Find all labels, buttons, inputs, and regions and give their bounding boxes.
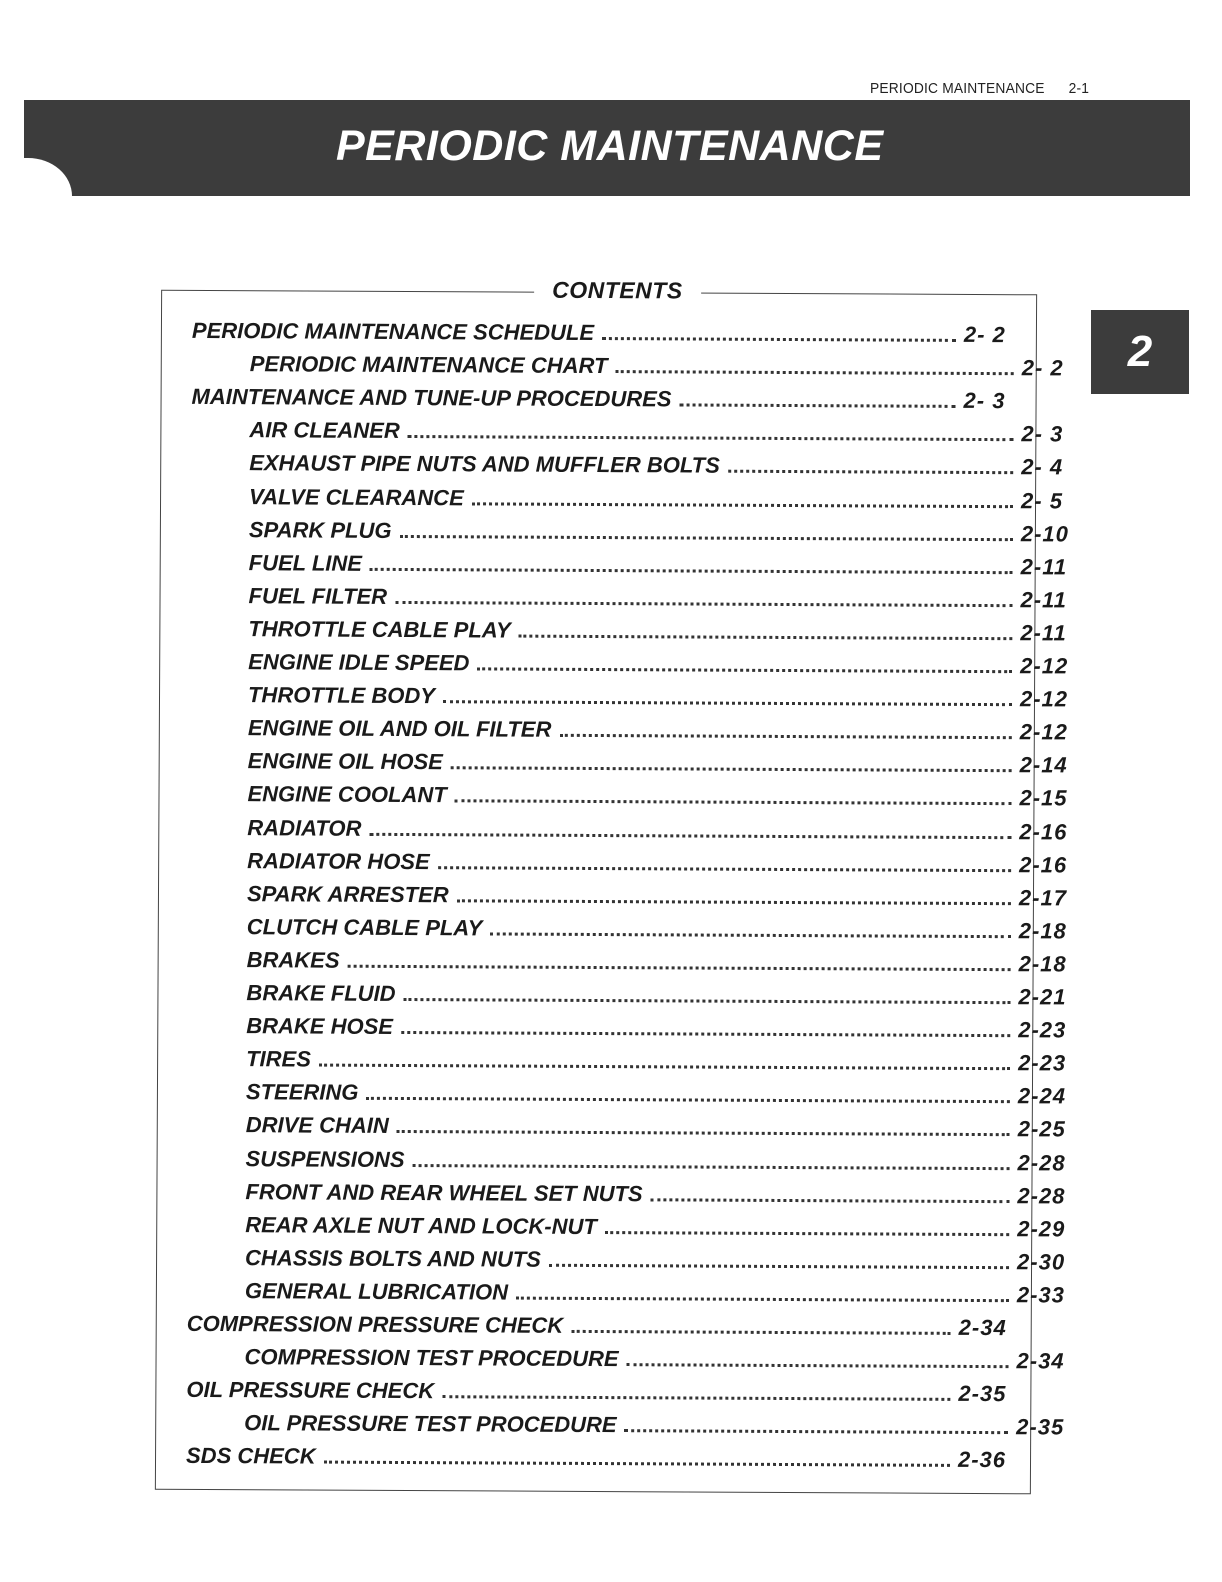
- toc-entry-label: RADIATOR: [247, 814, 362, 841]
- toc-entry-page: 2-21: [1018, 984, 1067, 1010]
- toc-entry-label: CHASSIS BOLTS AND NUTS: [245, 1244, 541, 1272]
- toc-entry-label: ENGINE IDLE SPEED: [248, 649, 470, 676]
- toc-dot-leader: [395, 600, 1012, 607]
- toc-entry-page: 2-34: [1016, 1348, 1065, 1374]
- toc-entry-label: FUEL FILTER: [248, 582, 388, 609]
- contents-list: [162, 310, 1069, 1473]
- toc-entry-label: MAINTENANCE AND TUNE-UP PROCEDURES: [191, 384, 672, 412]
- toc-entry-page: 2-28: [1017, 1182, 1066, 1209]
- toc-entry-page: 2-34: [958, 1314, 1007, 1341]
- toc-entry-label: OIL PRESSURE TEST PROCEDURE: [244, 1410, 617, 1438]
- toc-entry-label: STEERING: [245, 1079, 359, 1106]
- toc-dot-leader: [615, 369, 1013, 375]
- toc-dot-leader: [401, 1030, 1010, 1037]
- toc-dot-leader: [370, 566, 1013, 573]
- toc-entry-page: 2- 4: [1021, 454, 1064, 480]
- toc-dot-leader: [412, 1163, 1009, 1170]
- toc-dot-leader: [366, 1096, 1010, 1103]
- toc-entry-page: 2- 3: [1021, 421, 1064, 447]
- toc-entry-page: 2-35: [1016, 1414, 1065, 1440]
- toc-entry-page: 2-12: [1020, 653, 1069, 679]
- toc-entry-page: 2-11: [1020, 553, 1068, 580]
- toc-entry-page: 2-12: [1019, 686, 1069, 712]
- toc-entry-label: ENGINE OIL HOSE: [247, 748, 443, 775]
- toc-dot-leader: [404, 997, 1011, 1004]
- toc-entry-label: AIR CLEANER: [249, 417, 400, 444]
- toc-dot-leader: [728, 469, 1013, 474]
- toc-entry-page: 2-23: [1018, 1050, 1067, 1076]
- toc-entry-label: VALVE CLEARANCE: [249, 483, 464, 510]
- toc-entry-page: 2-25: [1017, 1116, 1066, 1142]
- toc-dot-leader: [442, 1394, 950, 1401]
- toc-entry-label: RADIATOR HOSE: [247, 847, 430, 874]
- toc-dot-leader: [457, 898, 1011, 905]
- toc-entry-label: BRAKES: [246, 947, 340, 973]
- toc-dot-leader: [451, 766, 1012, 773]
- contents-box: [155, 276, 1069, 1495]
- toc-entry-page: 2- 2: [963, 321, 1006, 348]
- chapter-title: PERIODIC MAINTENANCE: [336, 122, 884, 170]
- running-header-section: PERIODIC MAINTENANCE: [870, 80, 1045, 97]
- toc-entry-label: THROTTLE BODY: [247, 682, 436, 709]
- toc-entry-label: ENGINE OIL AND OIL FILTER: [247, 715, 552, 742]
- toc-entry-page: 2-24: [1017, 1083, 1067, 1109]
- toc-dot-leader: [369, 831, 1011, 838]
- running-header-page-number: 2-1: [1068, 80, 1090, 97]
- toc-entry-label: FUEL LINE: [248, 549, 363, 576]
- toc-dot-leader: [443, 699, 1012, 706]
- toc-entry-label: GENERAL LUBRICATION: [244, 1278, 509, 1305]
- toc-entry-label: THROTTLE CABLE PLAY: [248, 616, 511, 643]
- toc-entry-label: COMPRESSION TEST PROCEDURE: [244, 1344, 619, 1372]
- toc-entry-label: EXHAUST PIPE NUTS AND MUFFLER BOLTS: [249, 450, 720, 479]
- toc-entry-label: DRIVE CHAIN: [245, 1112, 389, 1139]
- toc-dot-leader: [490, 931, 1011, 938]
- toc-entry[interactable]: [156, 1435, 1060, 1474]
- toc-dot-leader: [519, 633, 1013, 640]
- toc-entry-page: 2-10: [1020, 520, 1069, 547]
- toc-dot-leader: [679, 403, 955, 408]
- toc-dot-leader: [602, 336, 956, 342]
- toc-entry-label: SPARK PLUG: [248, 516, 392, 543]
- toc-entry-label: TIRES: [246, 1046, 311, 1072]
- toc-entry-label: PERIODIC MAINTENANCE CHART: [249, 351, 608, 379]
- toc-dot-leader: [397, 1129, 1010, 1136]
- toc-dot-leader: [348, 964, 1011, 971]
- toc-entry-label: OIL PRESSURE CHECK: [186, 1377, 435, 1404]
- toc-entry-page: 2-11: [1020, 620, 1067, 646]
- toc-entry-label: FRONT AND REAR WHEEL SET NUTS: [245, 1178, 643, 1206]
- toc-entry-label: SDS CHECK: [185, 1443, 316, 1469]
- chapter-title-band: [24, 100, 1190, 196]
- toc-entry-page: 2- 2: [1021, 355, 1064, 381]
- toc-entry-page: 2-33: [1016, 1282, 1066, 1308]
- toc-entry-page: 2-12: [1019, 719, 1068, 745]
- running-header: [870, 80, 1100, 102]
- toc-dot-leader: [651, 1197, 1010, 1203]
- toc-dot-leader: [516, 1295, 1009, 1302]
- toc-entry-label: CLUTCH CABLE PLAY: [246, 913, 483, 941]
- toc-entry-page: 2-16: [1019, 851, 1068, 878]
- toc-entry-page: 2-15: [1019, 785, 1068, 811]
- contents-heading: CONTENTS: [534, 277, 701, 305]
- toc-dot-leader: [625, 1428, 1009, 1434]
- toc-dot-leader: [549, 1263, 1009, 1269]
- title-band-corner-notch: [24, 158, 72, 196]
- chapter-tab-number: 2: [1127, 327, 1153, 376]
- toc-entry-page: 2-11: [1020, 587, 1068, 613]
- toc-dot-leader: [455, 799, 1012, 806]
- toc-dot-leader: [399, 534, 1012, 541]
- toc-entry-page: 2-23: [1018, 1017, 1067, 1043]
- toc-dot-leader: [408, 434, 1014, 441]
- toc-dot-leader: [477, 666, 1012, 673]
- toc-entry-page: 2-35: [958, 1381, 1007, 1407]
- toc-entry-label: REAR AXLE NUT AND LOCK-NUT: [245, 1211, 597, 1239]
- toc-dot-leader: [627, 1362, 1009, 1368]
- toc-entry-label: SPARK ARRESTER: [246, 880, 449, 907]
- toc-entry-page: 2-16: [1019, 818, 1068, 844]
- toc-entry-label: PERIODIC MAINTENANCE SCHEDULE: [191, 317, 595, 345]
- toc-entry-label: SUSPENSIONS: [245, 1145, 405, 1172]
- toc-dot-leader: [571, 1329, 951, 1335]
- toc-entry-label: ENGINE COOLANT: [247, 781, 447, 808]
- toc-dot-leader: [324, 1460, 950, 1467]
- toc-entry-page: 2-18: [1018, 951, 1067, 977]
- toc-dot-leader: [438, 865, 1011, 872]
- toc-entry-page: 2-17: [1018, 884, 1068, 911]
- toc-dot-leader: [472, 501, 1013, 508]
- toc-entry-page: 2-18: [1018, 918, 1067, 944]
- toc-dot-leader: [559, 733, 1011, 739]
- toc-entry-page: 2-14: [1019, 752, 1068, 778]
- toc-entry-page: 2-36: [957, 1447, 1007, 1473]
- toc-dot-leader: [319, 1063, 1010, 1071]
- toc-entry-page: 2- 5: [1020, 487, 1064, 513]
- toc-entry-page: 2-29: [1017, 1215, 1066, 1242]
- toc-entry-page: 2-28: [1017, 1149, 1066, 1175]
- toc-entry-label: COMPRESSION PRESSURE CHECK: [186, 1310, 564, 1338]
- toc-entry-page: 2- 3: [963, 388, 1006, 414]
- toc-entry-page: 2-30: [1017, 1249, 1066, 1275]
- toc-dot-leader: [605, 1230, 1009, 1236]
- toc-entry-label: BRAKE FLUID: [246, 980, 396, 1006]
- toc-entry-label: BRAKE HOSE: [246, 1013, 394, 1040]
